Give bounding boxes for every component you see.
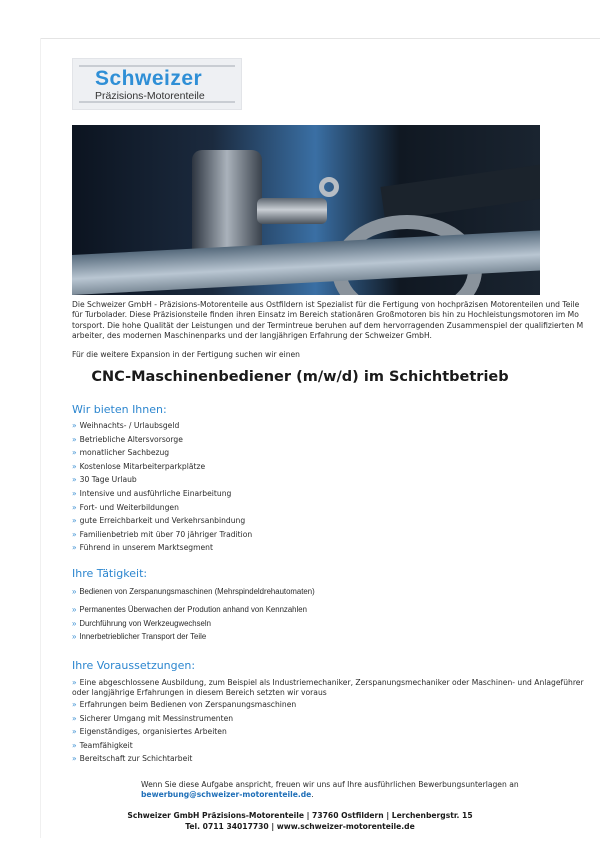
bullet-icon: »: [72, 700, 77, 709]
footer: [0, 811, 600, 832]
bullet-icon: »: [72, 434, 77, 444]
bullet-icon: »: [72, 502, 77, 512]
closing-text: [141, 780, 519, 800]
footer-contact: Tel. 0711 34017730 | www.schweizer-motorenteile.de: [185, 821, 415, 831]
list-item: [72, 448, 252, 462]
list-item-text: Intensive und ausführliche Einarbeitung: [79, 488, 232, 498]
list-item-text: Teamfähigkeit: [79, 740, 133, 750]
bullet-icon: »: [72, 678, 77, 687]
search-line: Für die weitere Expansion in der Fertigung suchen wir einen: [72, 350, 300, 359]
company-intro: [72, 300, 584, 341]
list-item-text: Erfahrungen beim Bedienen von Zerspanungsmaschinen: [79, 700, 297, 709]
list-item-text: 30 Tage Urlaub: [79, 475, 137, 485]
list-item-text: Eigenständiges, organisiertes Arbeiten: [79, 727, 227, 737]
intro-line: arbeiter, des modernen Maschinenparks und der langjährigen Erfahrung der Schweizer GmbH.: [72, 330, 432, 340]
list-item: [72, 462, 252, 476]
list-item-text-continued: oder langjährige Erfahrungen in diesem Bereich setzten wir voraus: [72, 687, 327, 697]
bullet-icon: »: [72, 632, 77, 641]
list-item-text: Weihnachts- / Urlaubsgeld: [79, 421, 180, 430]
bullet-icon: »: [72, 605, 77, 614]
closing-sentence: Wenn Sie diese Aufgabe anspricht, freuen wir uns auf Ihre ausführlichen Bewerbungsunterlagen an: [141, 780, 519, 789]
bullet-icon: »: [72, 727, 77, 737]
list-item: [72, 516, 252, 530]
list-item: [72, 503, 252, 517]
bullet-icon: »: [72, 516, 77, 526]
photo-ring: [319, 177, 339, 197]
list-item-text: gute Erreichbarkeit und Verkehrsanbindung: [79, 516, 246, 526]
photo-tool-arm: [380, 163, 540, 220]
intro-line: Die Schweizer GmbH - Präzisions-Motorenteile aus Ostfildern ist Spezialist für die Fertigung von hochpräzisen Motorenteilen und Teile: [72, 300, 580, 309]
list-item: [72, 727, 584, 741]
bullet-icon: »: [72, 488, 77, 498]
bullet-icon: »: [72, 529, 77, 539]
list-item: [72, 543, 252, 557]
list-item-text: Eine abgeschlossene Ausbildung, zum Beispiel als Industriemechaniker, Zerspanungsmechaniker oder Maschinen- und Anlageführer: [79, 678, 584, 687]
bullet-icon: »: [72, 475, 77, 485]
logo-subtitle: Präzisions-Motorenteile: [95, 90, 205, 102]
list-item-text: Fort- und Weiterbildungen: [79, 502, 179, 512]
bullet-icon: »: [72, 543, 77, 553]
list-item: [72, 605, 315, 619]
logo-name: Schweizer: [95, 67, 203, 90]
tasks-list: [72, 587, 315, 646]
company-logo: [72, 58, 242, 110]
application-email-link[interactable]: bewerbung@schweizer-motorenteile.de: [141, 790, 312, 799]
requirements-list: [72, 678, 584, 768]
list-item-text: Sicherer Umgang mit Messinstrumenten: [79, 713, 234, 723]
bullet-icon: »: [72, 587, 77, 596]
list-item: [72, 619, 315, 633]
offer-list: [72, 421, 252, 557]
list-item: [72, 700, 584, 714]
list-item: [72, 741, 584, 755]
offer-heading: Wir bieten Ihnen:: [72, 403, 167, 416]
intro-line: für Turbolader. Diese Präzisionsteile finden ihren Einsatz im Bereich stationären Großmotoren bis hin zu Hochleistungsmotoren im Mo: [72, 310, 579, 320]
list-item-text: Kostenlose Mitarbeiterparkplätze: [79, 461, 206, 471]
list-item: [72, 530, 252, 544]
footer-address: Schweizer GmbH Präzisions-Motorenteile | 73760 Ostfildern | Lerchenbergstr. 15: [127, 811, 473, 820]
list-item-text: Betriebliche Altersvorsorge: [79, 434, 183, 444]
bullet-icon: »: [72, 713, 77, 723]
job-title: CNC-Maschinenbediener (m/w/d) im Schichtbetrieb: [91, 369, 509, 385]
list-item: [72, 421, 252, 435]
list-item-text: Führend in unserem Marktsegment: [79, 543, 213, 553]
list-item-text: Innerbetrieblicher Transport der Teile: [79, 632, 207, 641]
list-item-text: Permanentes Überwachen der Prodution anhand von Kennzahlen: [79, 605, 307, 614]
list-item: [72, 632, 315, 646]
list-item: [72, 714, 584, 728]
bullet-icon: »: [72, 618, 77, 628]
header-photo: [72, 125, 540, 295]
tasks-heading: Ihre Tätigkeit:: [72, 567, 148, 580]
list-item-text: Bedienen von Zerspanungsmaschinen (Mehrspindeldrehautomaten): [79, 587, 315, 596]
list-item: [72, 435, 252, 449]
intro-line: torsport. Die hohe Qualität der Leistungen und der Termintreue beruhen auf dem hervorragenden Zusammenspiel der qualifizierten M: [72, 320, 584, 330]
list-item-text: Durchführung von Werkzeugwechseln: [79, 618, 211, 628]
requirements-heading: Ihre Voraussetzungen:: [72, 659, 196, 672]
list-item: [72, 678, 584, 700]
bullet-icon: »: [72, 754, 77, 764]
page-edge-top: [40, 38, 600, 39]
list-item-text: monatlicher Sachbezug: [79, 448, 170, 458]
list-item-text: Familienbetrieb mit über 70 jähriger Tradition: [79, 529, 253, 539]
list-item: [72, 475, 252, 489]
list-item-text: Bereitschaft zur Schichtarbeit: [79, 754, 193, 764]
list-item: [72, 587, 315, 605]
photo-shaft: [257, 198, 327, 224]
closing-period: .: [311, 790, 314, 799]
bullet-icon: »: [72, 421, 77, 430]
list-item: [72, 754, 584, 768]
bullet-icon: »: [72, 448, 77, 458]
bullet-icon: »: [72, 461, 77, 471]
bullet-icon: »: [72, 740, 77, 750]
page-edge-left: [40, 38, 41, 838]
list-item: [72, 489, 252, 503]
